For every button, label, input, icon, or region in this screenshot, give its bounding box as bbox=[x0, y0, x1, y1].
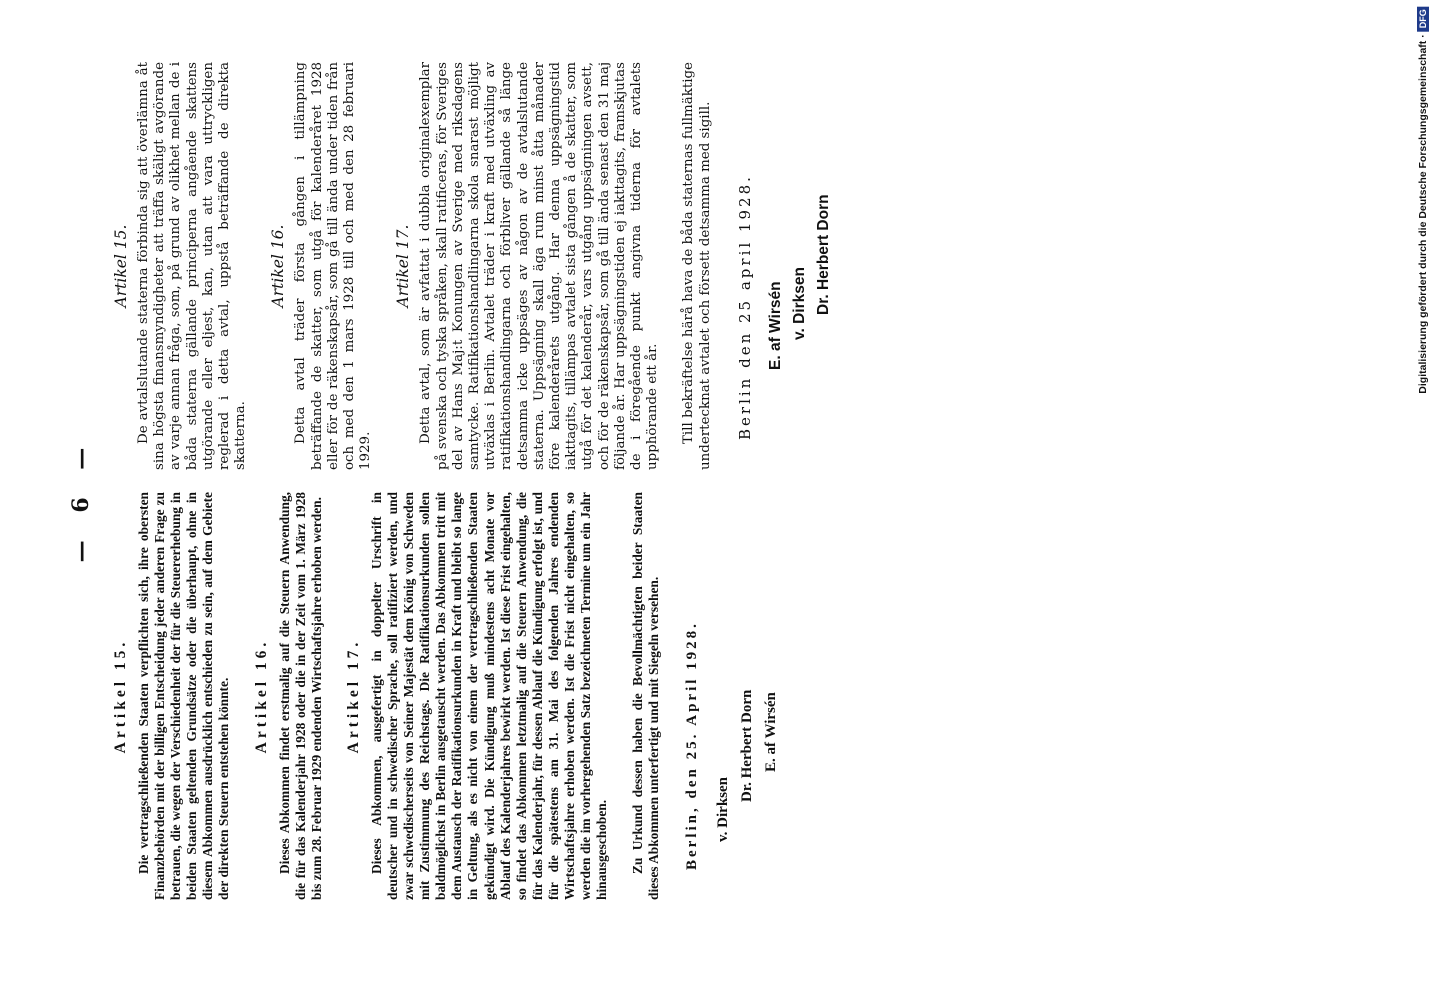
swedish-signer: E. af Wirsén bbox=[766, 281, 784, 370]
swedish-signatories bbox=[764, 62, 836, 410]
german-article-17-title: Artikel 17. bbox=[344, 638, 362, 754]
digitization-credit bbox=[1410, 0, 1434, 1000]
german-article-17-text: Dieses Abkommen, ausgefertigt in doppelter Urschrift in deutscher und in schwedischer Sprache, soll ratifiziert werden, und zwar schwedischerseits von Seiner Majestät dem König von Schweden mit Zustimmung des Reichstags. Die Ratifikationsurkunden sollen baldmöglichst in Berlin ausgetauscht werden. Das Abkommen tritt mit dem Austausch der Ratifikationsurkunden in Kraft und bleibt so lange in Geltung, als es nicht von einem der vertragschließenden Staaten gekündigt wird. Die Kündigung muß mindestens acht Monate vor Ablauf des Kalenderjahres bewirkt werden. Ist diese Frist eingehalten, so findet das Abkommen letztmalig auf die Steuern Anwendung, die für das Kalenderjahr, für dessen Ablauf die Kündigung erfolgt ist, und für die spätestens am 31. Mai des folgenden Jahres endenden Wirtschaftsjahre erhoben werden. Ist die Frist nicht eingehalten, so werden die im vorhergehenden Satz bezeichneten Termine um ein Jahr hinausgeschoben. bbox=[368, 492, 610, 900]
german-signatories bbox=[711, 492, 783, 842]
swedish-signer: Dr. Herbert Dorn bbox=[814, 194, 832, 315]
dfg-logo: DFG bbox=[1417, 6, 1429, 31]
swedish-article-15-title: Artikel 15. bbox=[112, 224, 130, 308]
swedish-article-15-text: De avtalslutande staterna förbinda sig att överlämna åt sina högsta finansmyndigheter att träffa skäligt avgörande av varje annan fråga, som, på grund av olikhet mellan de i båda staterna gällande principerna angående skattens utgörande eller eljest, kan, utan att vara uttryckligen reglerad i detta avtal, uppstå beträffande de direkta skatterna. bbox=[136, 62, 249, 470]
german-column bbox=[112, 492, 783, 900]
german-signer: v. Dirksen bbox=[715, 776, 732, 842]
swedish-closing-text: Till bekräftelse härå hava de båda staternas fullmäktige undertecknat avtalet och försett detsamma med sigill. bbox=[681, 62, 713, 470]
german-article-15-text: Die vertragschließenden Staaten verpflichten sich, ihre obersten Finanzbehörden mit der billigen Entscheidung jeder anderen Frage zu betrauen, die wegen der Verschiedenheit der für die Steuererhebung in beiden Staaten geltenden Grundsätze oder die überhaupt, ohne in diesem Abkommen ausdrücklich entschieden zu sein, auf dem Gebiete der direkten Steuern entstehen könnte. bbox=[136, 492, 232, 900]
german-article-15-title: Artikel 15. bbox=[112, 638, 129, 754]
swedish-signer: v. Dirksen bbox=[790, 267, 808, 340]
german-article-16-title: Artikel 16. bbox=[252, 638, 270, 754]
swedish-article-16-text: Detta avtal träder första gången i tillämpning beträffande de skatter, som utgå för kalenderåret 1928 eller för de räkenskapsår, som gå till ända under tiden från och med den 1 mars 1928 till och med den 28 februari 1929. bbox=[293, 62, 374, 470]
swedish-column bbox=[112, 62, 836, 470]
german-signer: Dr. Herbert Dorn bbox=[739, 689, 756, 802]
german-closing-text: Zu Urkund dessen haben die Bevollmächtigten beider Staaten dieses Abkommen unterfertigt und mit Siegeln versehen. bbox=[630, 492, 662, 900]
swedish-article-17-title: Artikel 17. bbox=[394, 224, 413, 308]
credit-text: Digitalisierung gefördert durch die Deutsche Forschungsgemeinschaft · bbox=[1417, 34, 1429, 394]
german-date-line: Berlin, den 25. April 1928. bbox=[684, 621, 701, 870]
german-signer: E. af Wirsén bbox=[763, 692, 780, 772]
page-number: — 6 — bbox=[68, 437, 94, 563]
swedish-article-17-text: Detta avtal, som är avfattat i dubbla originalexemplar på svenska och tyska språken, skall ratificeras, för Sveriges del av Hans Maj:t Konungen av Sverige med riksdagens samtycke. Ratifikationshandlingarna skola snarast möjligt utväxlas i Berlin. Avtalet träder i kraft med utväxling av ratifikationshandlingarna och förbliver gällande så länge detsamma icke uppsäges av någon av de avtalslutande staterna. Uppsägning skall äga rum minst åtta månader före kalenderårets utgång. Har denna uppsägningstid iakttagits, tillämpas avtalet sista gången å de skatter, som utgå för det kalenderår, vars utgång uppsägningen avsett, och för de räkenskapsår, som gå till ända senast den 31 maj följande år. Har uppsägningstiden ej iakttagits, framskjutas de i föregående punkt angivna tiderna för avtalets upphörande ett år. bbox=[418, 62, 661, 470]
swedish-article-16-title: Artikel 16. bbox=[269, 224, 288, 308]
german-article-16-text: Dieses Abkommen findet erstmalig auf die Steuern Anwendung, die für das Kalenderjahr 1928 oder die in der Zeit vom 1. März 1928 bis zum 28. Februar 1929 endenden Wirtschaftsjahre erhoben werden. bbox=[276, 492, 324, 900]
swedish-date-line: Berlin den 25 april 1928. bbox=[735, 174, 754, 440]
